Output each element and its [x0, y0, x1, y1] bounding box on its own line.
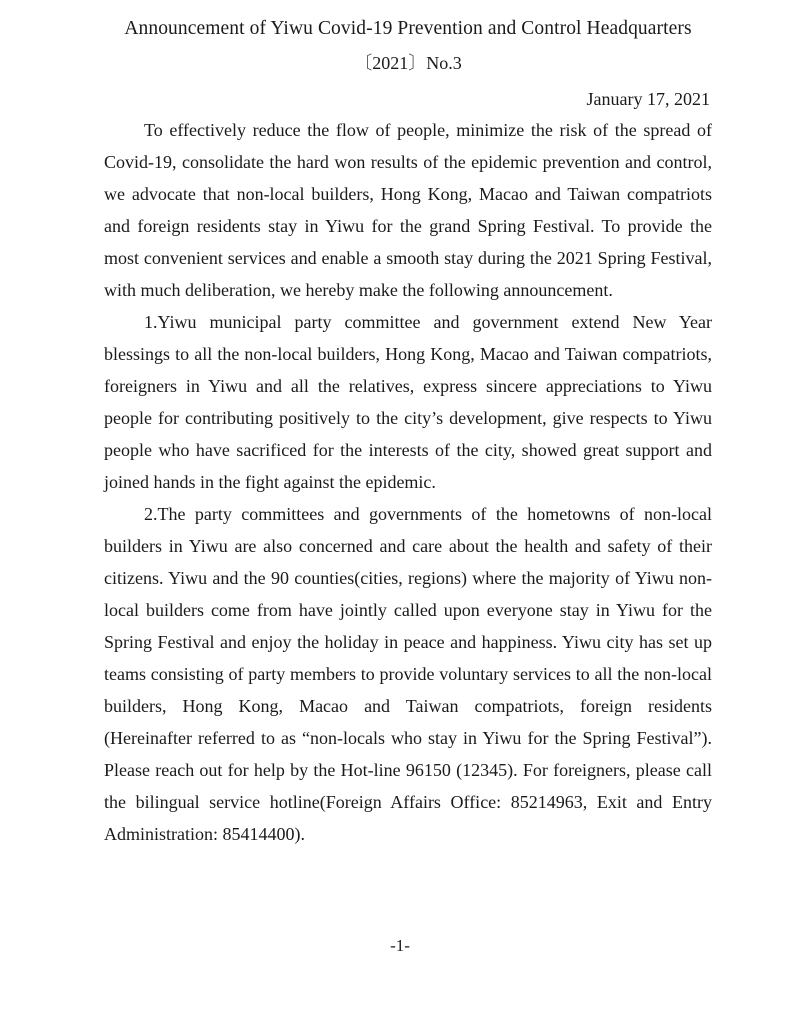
paragraph-intro: To effectively reduce the flow of people, minimize the risk of the spread of Covid-19, consolidate the hard won results of the epidemic prevention and control, we advocate that non-local builders, Hong Kong, Macao and Taiwan compatriots and foreign residents stay in Yiwu for the grand Spring Festival. To provide the most convenient services and enable a smooth stay during the 2021 Spring Festival, with much deliberation, we hereby make the following announcement. [104, 120, 712, 300]
paragraph-item-1: 1.Yiwu municipal party committee and government extend New Year blessings to all the non-local builders, Hong Kong, Macao and Taiwan compatriots, foreigners in Yiwu and all the relatives, express sincere appreciations to Yiwu people for contributing positively to the city’s development, give respects to Yiwu people who have sacrificed for the interests of the city, showed great support and joined hands in the fight against the epidemic. [104, 312, 712, 492]
page-number: -1- [390, 936, 410, 955]
paragraph-item-2: 2.The party committees and governments of the hometowns of non-local builders in Yiwu are also concerned and care about the health and safety of their citizens. Yiwu and the 90 counties(cities, regions) where the majority of Yiwu non-local builders come from have jointly called upon everyone stay in Yiwu for the Spring Festival and enjoy the holiday in peace and happiness. Yiwu city has set up teams consisting of party members to provide voluntary services to all the non-local builders, Hong Kong, Macao and Taiwan compatriots, foreign residents (Hereinafter referred to as “non-locals who stay in Yiwu for the Spring Festival”). Please reach out for help by the Hot-line 96150 (12345). For foreigners, please call the bilingual service hotline(Foreign Affairs Office: 85214963, Exit and Entry Administration: 85414400). [104, 504, 712, 844]
document-number: 〔2021〕No.3 [354, 53, 462, 73]
document-date: January 17, 2021 [586, 89, 710, 109]
page-title: Announcement of Yiwu Covid-19 Prevention and Control Headquarters [124, 18, 692, 39]
